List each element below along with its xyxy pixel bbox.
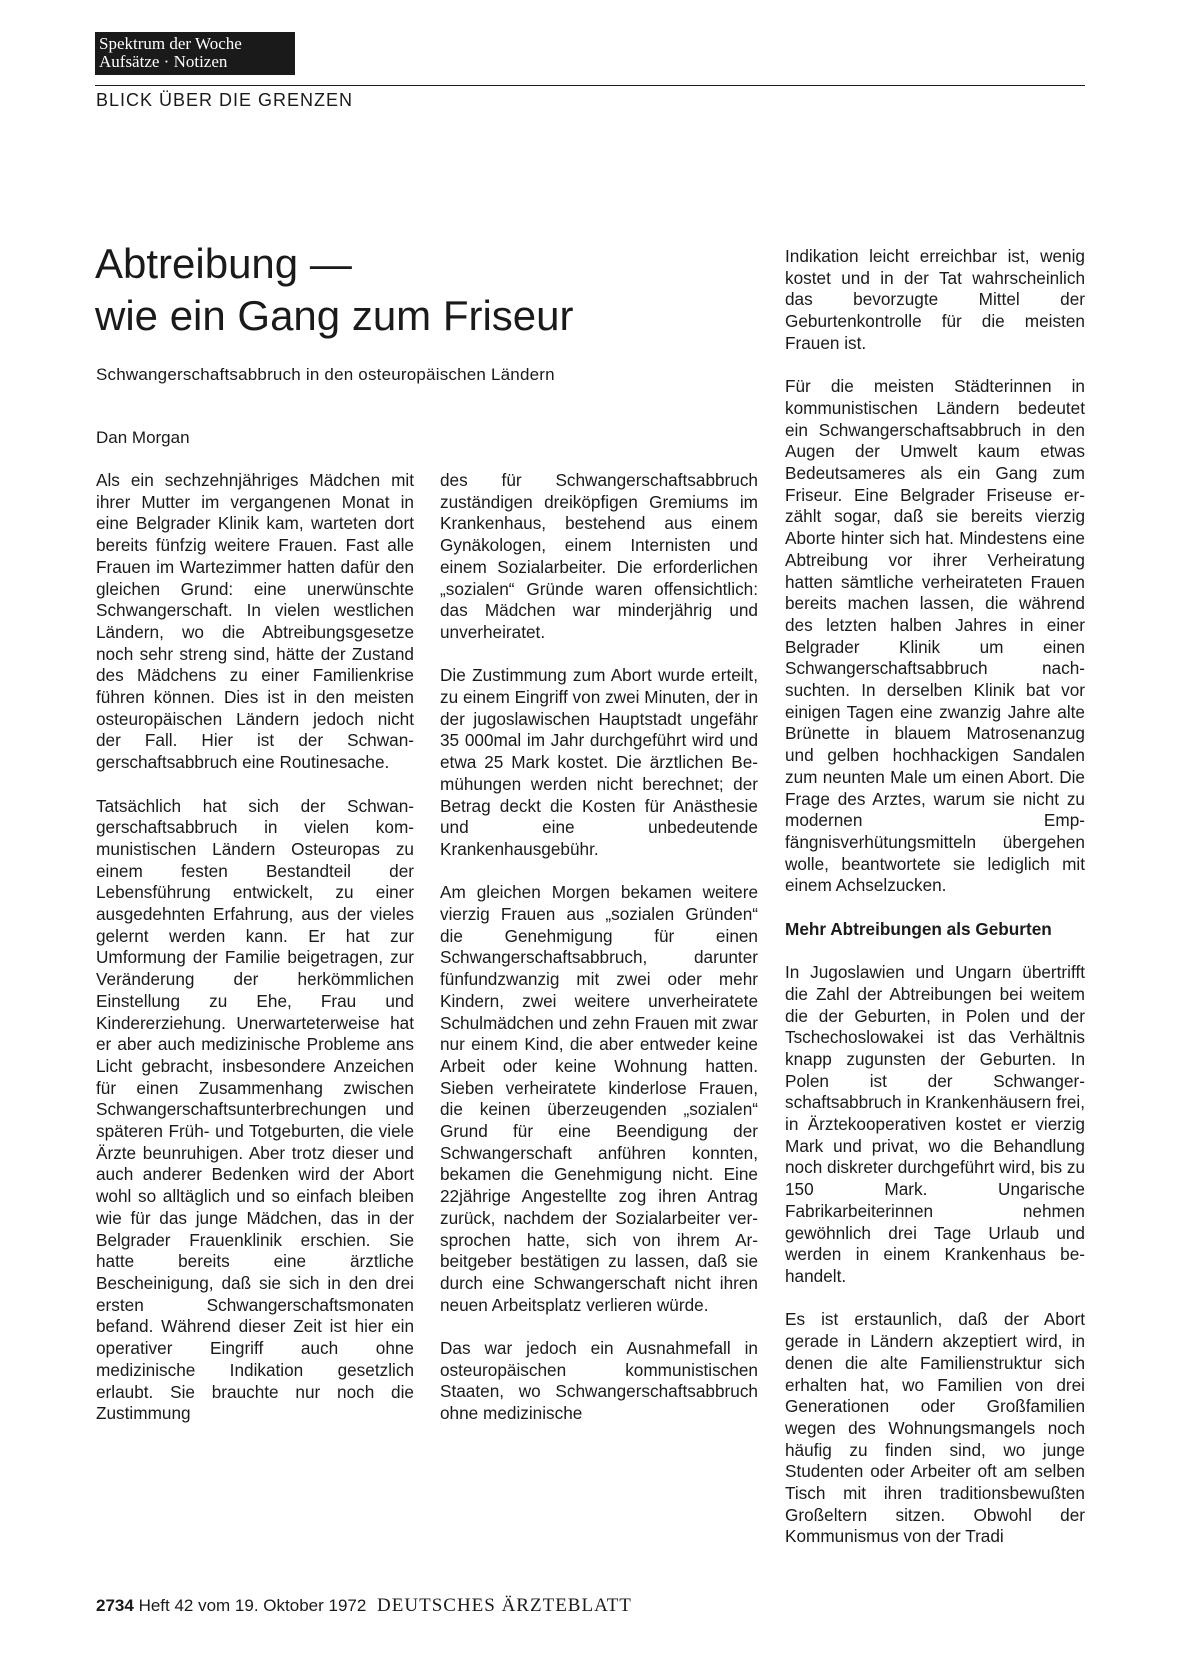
page-number: 2734 — [96, 1596, 134, 1615]
paragraph: Am gleichen Morgen bekamen weitere vierzig Frauen aus „sozialen Gründen“ die Genehmigung für einen Schwangerschaftsabbruch, darunter fünfundzwanzig mit zwei oder mehr Kindern, zwei weitere unverheiratete Schulmädchen und zehn Frauen mit zwar nur einem Kind, die aber entweder keine Arbeit oder keine Wohnung hatten. Sieben verheiratete kinderlose Frauen, die keinen überzeugenden „sozialen“ Grund für eine Beendigung der Schwangerschaft anführen konnten, bekamen die Genehmigung nicht. Eine 22jährige Angestellte zog ihren Antrag zurück, nachdem der Sozialarbeiter versprochen hatte, sich von ihrem Arbeitgeber bestätigen zu lassen, daß sie durch eine Schwangerschaft nicht ihren neuen Arbeitsplatz verlieren würde. — [440, 882, 758, 1315]
paragraph: des für Schwangerschaftsabbruch zuständigen dreiköpfigen Gremiums im Krankenhaus, bestehend aus einem Gynäkologen, einem Internisten und einem Sozialarbeiter. Die erforderlichen „sozialen“ Gründe waren offensichtlich: das Mädchen war minderjährig und unverheiratet. — [440, 470, 758, 642]
text-column-1 — [96, 470, 414, 1447]
article-author: Dan Morgan — [96, 428, 190, 447]
section-kicker: BLICK ÜBER DIE GRENZEN — [96, 90, 354, 110]
journal-name: DEUTSCHES ÄRZTEBLATT — [377, 1595, 632, 1616]
paragraph: Als ein sechzehnjähriges Mädchen mit ihrer Mutter im vergangenen Monat in eine Belgrader Klinik kam, warteten dort bereits fünfzig weitere Frauen. Fast alle Frauen im Wartezimmer hatten dafür den gleichen Grund: eine unerwünschte Schwangerschaft. In vielen westlichen Ländern, wo die Abtreibungsgesetze noch sehr streng sind, hätte der Zustand des Mädchens zu einer Familienkrise führen können. Dies ist in den meisten osteuropäischen Ländern jedoch nicht der Fall. Hier ist der Schwangerschaftsabbruch eine Routinesache. — [96, 470, 414, 773]
text-column-3 — [785, 246, 1085, 1570]
paragraph: Für die meisten Städterinnen in kommunistischen Ländern bedeutet ein Schwangerschaftsabbruch in den Augen der Umwelt kaum etwas Bedeutsameres als ein Gang zum Friseur. Eine Belgrader Friseuse erzählt sogar, daß sie bereits vierzig Aborte hinter sich hat. Mindestens eine Abtreibung vor ihrer Verheiratung hatten sämtliche verheirateten Frauen bereits machen lassen, die während des letzten halben Jahres in einer Belgrader Klinik um einen Schwangerschaftsabbruch nachsuchten. In derselben Klinik bat vor einigen Tagen eine zwanzig Jahre alte Brünette in blauem Matrosenanzug und gelben hochhackigen Sandalen zum neunten Male um einen Abort. Die Frage des Arztes, warum sie nicht zu modernen Empfängnisverhütungsmitteln übergehen wolle, beantwortete sie lediglich mit einem Achselzucken. — [785, 376, 1085, 896]
paragraph: Es ist erstaunlich, daß der Abort gerade in Ländern akzeptiert wird, in denen die alte Familienstruktur sich erhalten hat, wo Familien von drei Generationen oder Großfamilien wegen des Wohnungsmangels noch häufig zu finden sind, wo junge Studenten oder Arbeiter oft am selben Tisch mit ihren traditionsbewußten Großeltern sitzen. Obwohl der Kommunismus von der Tradi — [785, 1309, 1085, 1547]
page-footer — [96, 1595, 632, 1617]
article-title-line-1: Abtreibung — — [95, 240, 352, 287]
article-title — [95, 238, 735, 342]
section-label-line-2: Aufsätze · Notizen — [99, 52, 228, 71]
article-subtitle: Schwangerschaftsabbruch in den osteuropäischen Ländern — [96, 365, 555, 384]
section-label — [95, 32, 295, 75]
paragraph: In Jugoslawien und Ungarn übertrifft die Zahl der Abtreibungen bei weitem die der Geburten, in Polen und der Tschechoslowakei ist das Verhältnis knapp zugunsten der Geburten. In Polen ist der Schwangerschaftsabbruch in Krankenhäusern frei, in Ärztekooperativen kostet er vierzig Mark und privat, wo die Behandlung noch diskreter durchgeführt wird, bis zu 150 Mark. Ungarische Fabrikarbeiterinnen nehmen gewöhnlich drei Tage Urlaub und werden in einem Krankenhaus behandelt. — [785, 962, 1085, 1286]
article-title-line-2: wie ein Gang zum Friseur — [95, 292, 574, 339]
section-subheading: Mehr Abtreibungen als Geburten — [785, 918, 1052, 939]
paragraph: Das war jedoch ein Ausnahmefall in osteuropäischen kommunistischen Staaten, wo Schwangerschaftsabbruch ohne medizinische — [440, 1338, 758, 1424]
paragraph: Die Zustimmung zum Abort wurde erteilt, zu einem Eingriff von zwei Minuten, der in der jugoslawischen Hauptstadt ungefähr 35 000mal im Jahr durchgeführt wird und etwa 25 Mark kostet. Die ärztlichen Bemühungen werden nicht berechnet; der Betrag deckt die Kosten für Anästhesie und eine unbedeutende Krankenhausgebühr. — [440, 665, 758, 859]
header-rule — [95, 85, 1085, 86]
paragraph: Indikation leicht erreichbar ist, wenig kostet und in der Tat wahrscheinlich das bevorzugte Mittel der Geburtenkontrolle für die meisten Frauen ist. — [785, 246, 1085, 353]
text-column-2 — [440, 470, 758, 1447]
issue-info: Heft 42 vom 19. Oktober 1972 — [138, 1596, 367, 1615]
paragraph: Tatsächlich hat sich der Schwangerschaftsabbruch in vielen kommunistischen Ländern Osteuropas zu einem festen Bestandteil der Lebensführung entwickelt, zu einer ausgedehnten Erfahrung, aus der vieles gelernt werden kann. Er hat zur Umformung der Familie beigetragen, zur Veränderung der herkömmlichen Einstellung zu Ehe, Frau und Kindererziehung. Unerwarteterweise hat er aber auch medizinische Probleme ans Licht gebracht, insbesondere Anzeichen für einen Zusammenhang zwischen Schwangerschaftsunterbrechungen und späteren Früh- und Totgeburten, die viele Ärzte beunruhigen. Aber trotz dieser und auch anderer Bedenken wird der Abort wohl so alltäglich und so einfach bleiben wie für das junge Mädchen, das in der Belgrader Frauenklinik erschien. Sie hatte bereits eine ärztliche Bescheinigung, daß sie sich in den drei ersten Schwangerschaftsmonaten befand. Während dieser Zeit ist hier ein operativer Eingriff auch ohne medizinische Indikation gesetzlich erlaubt. Sie brauchte nur noch die Zustimmung — [96, 795, 414, 1424]
section-label-line-1: Spektrum der Woche — [99, 34, 242, 53]
